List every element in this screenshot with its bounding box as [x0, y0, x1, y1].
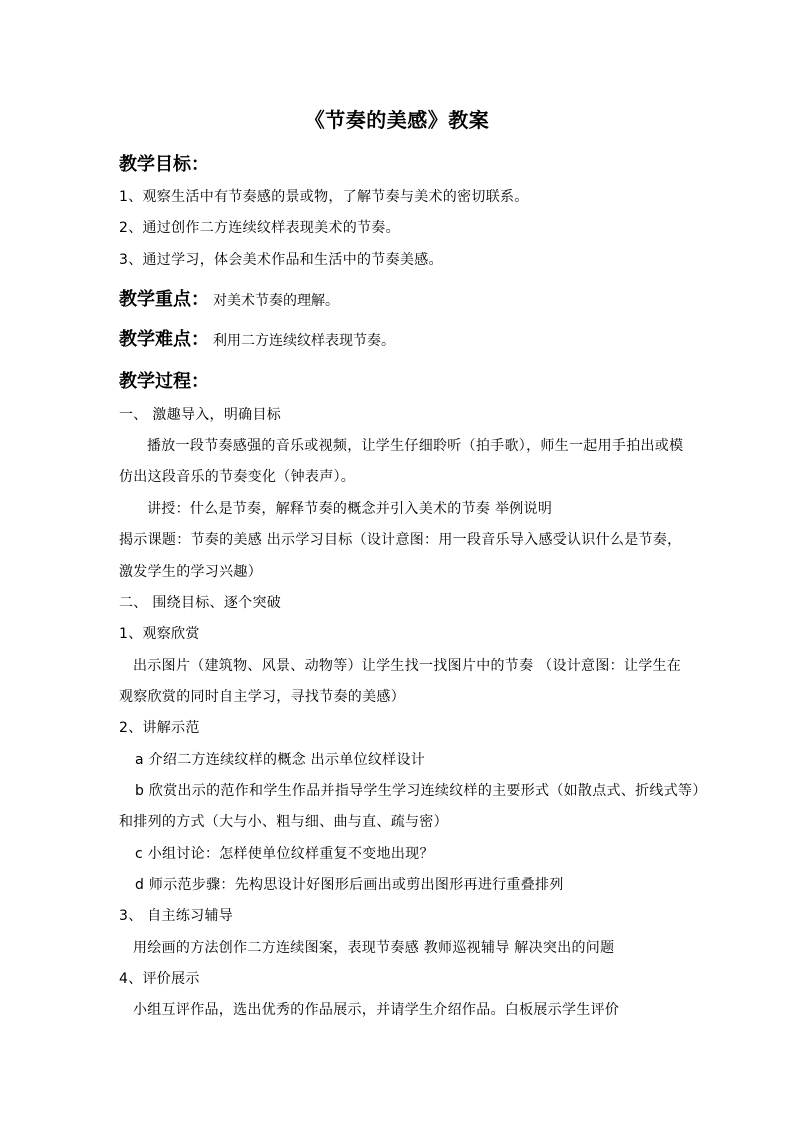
document-title: 《节奏的美感》教案	[304, 108, 490, 132]
difficulty-row	[119, 325, 395, 351]
subsection-4-text: 小组互评作品，选出优秀的作品展示，并请学生介绍作品。白板展示学生评价	[133, 1002, 620, 1018]
subsection-1-line-1: 出示图片（建筑物、风景、动物等）让学生找一找图片中的节奏 （设计意图：让学生在	[133, 658, 682, 674]
paragraph-3-line-1: 揭示课题：节奏的美感 出示学习目标（设计意图：用一段音乐导入感受认识什么是节奏，	[119, 532, 682, 548]
process-heading: 教学过程：	[119, 371, 209, 392]
difficulty-heading: 教学难点：	[119, 329, 209, 350]
goals-heading: 教学目标：	[119, 154, 209, 175]
key-point-text: 对美术节奏的理解。	[213, 293, 339, 309]
item-b-line-2: 和排列的方式（大与小、粗与细、曲与直、疏与密）	[119, 814, 448, 830]
paragraph-1-line-1: 播放一段节奏感强的音乐或视频，让学生仔细聆听（拍手歌），师生一起用手拍出或模	[147, 438, 684, 454]
subsection-3-text: 用绘画的方法创作二方连续图案，表现节奏感 教师巡视辅导 解决突出的问题	[133, 940, 615, 956]
subsection-1-line-2: 观察欣赏的同时自主学习，寻找节奏的美感）	[119, 689, 405, 705]
subsection-3-title: 3、 自主练习辅导	[119, 908, 234, 924]
item-b-line-1: b 欣赏出示的范作和学生作品并指导学生学习连续纹样的主要形式（如散点式、折线式等）	[135, 783, 707, 799]
subsection-4-title: 4、评价展示	[119, 971, 200, 987]
section-2-title: 二、 围绕目标、逐个突破	[119, 595, 282, 611]
goal-item-2: 2、通过创作二方连续纹样表现美术的节奏。	[119, 220, 400, 236]
key-point-heading: 教学重点：	[119, 289, 209, 310]
item-c: c 小组讨论：怎样使单位纹样重复不变地出现？	[135, 846, 434, 862]
key-point-row	[119, 285, 339, 311]
goal-item-1: 1、观察生活中有节奏感的景或物，了解节奏与美术的密切联系。	[119, 189, 529, 205]
goal-item-3: 3、通过学习，体会美术作品和生活中的节奏美感。	[119, 252, 443, 268]
section-1-title: 一、 激趣导入，明确目标	[119, 407, 282, 423]
subsection-2-title: 2、讲解示范	[119, 720, 200, 736]
paragraph-2: 讲授：什么是节奏，解释节奏的概念并引入美术的节奏 举例说明	[147, 501, 553, 517]
paragraph-1-line-2: 仿出这段音乐的节奏变化（钟表声）。	[119, 469, 356, 485]
item-a: a 介绍二方连续纹样的概念 出示单位纹样设计	[135, 752, 426, 768]
item-d: d 师示范步骤：先构思设计好图形后画出或剪出图形再进行重叠排列	[135, 877, 564, 893]
subsection-1-title: 1、观察欣赏	[119, 626, 200, 642]
difficulty-text: 利用二方连续纹样表现节奏。	[213, 333, 395, 349]
paragraph-3-line-2: 激发学生的学习兴趣）	[119, 564, 262, 580]
